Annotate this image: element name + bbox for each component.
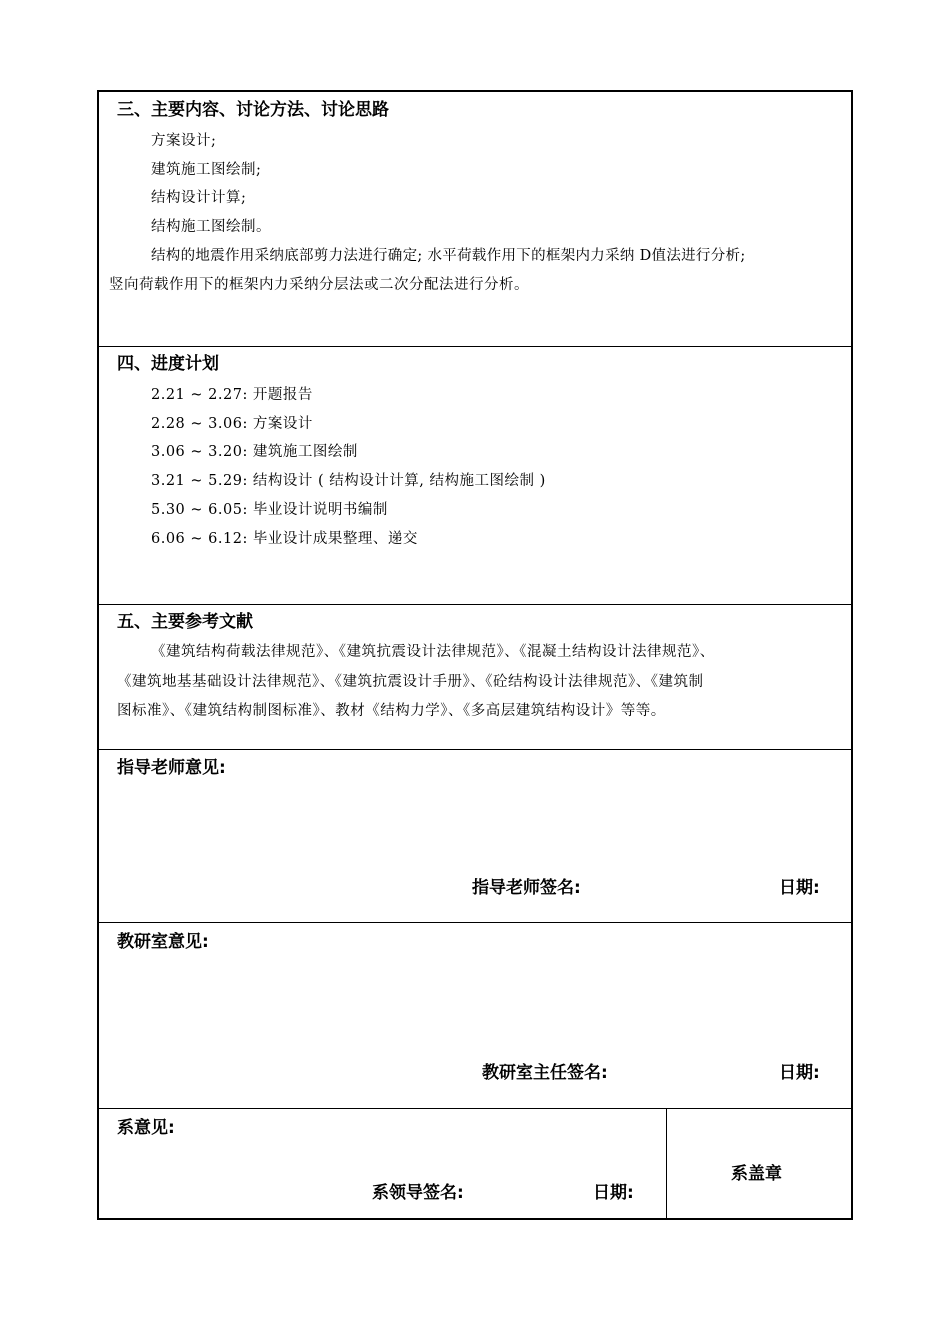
office-signature-label: 教研室主任签名: bbox=[482, 1063, 608, 1083]
dept-stamp-label: 系盖章 bbox=[731, 1164, 782, 1184]
divider bbox=[99, 922, 851, 923]
schedule-item: 6.06 ~ 6.12: 毕业设计成果整理、递交 bbox=[151, 531, 418, 547]
divider bbox=[99, 1108, 851, 1109]
advisor-signature-label: 指导老师签名: bbox=[472, 878, 581, 898]
office-date-label: 日期: bbox=[779, 1063, 820, 1083]
section4-heading: 四、进度计划 bbox=[117, 354, 219, 374]
advisor-date-label: 日期: bbox=[779, 878, 820, 898]
advisor-opinion-heading: 指导老师意见: bbox=[117, 758, 226, 778]
divider bbox=[99, 604, 851, 605]
section3-line: 结构设计计算; bbox=[151, 190, 247, 206]
divider bbox=[99, 749, 851, 750]
divider bbox=[99, 346, 851, 347]
section3-line: 结构施工图绘制。 bbox=[151, 219, 271, 235]
reference-line: 《建筑结构荷载法律规范》、《建筑抗震设计法律规范》、《混凝土结构设计法律规范》、 bbox=[151, 644, 715, 660]
schedule-item: 2.21 ~ 2.27: 开题报告 bbox=[151, 387, 313, 403]
reference-line: 图标准》、《建筑结构制图标准》、教材《结构力学》、《多高层建筑结构设计》等等。 bbox=[117, 703, 666, 719]
section3-paragraph-line2: 竖向荷载作用下的框架内力采纳分层法或二次分配法进行分析。 bbox=[109, 277, 529, 293]
dept-opinion-heading: 系意见: bbox=[117, 1118, 175, 1138]
schedule-item: 3.06 ~ 3.20: 建筑施工图绘制 bbox=[151, 444, 358, 460]
section3-line: 方案设计; bbox=[151, 133, 217, 149]
section3-paragraph-line1: 结构的地震作用采纳底部剪力法进行确定; 水平荷载作用下的框架内力采纳 D值法进行分析; bbox=[151, 248, 746, 264]
section3-heading: 三、主要内容、讨论方法、讨论思路 bbox=[117, 100, 389, 120]
schedule-item: 3.21 ~ 5.29: 结构设计 ( 结构设计计算, 结构施工图绘制 ) bbox=[151, 473, 546, 489]
section3-line: 建筑施工图绘制; bbox=[151, 162, 262, 178]
schedule-item: 2.28 ~ 3.06: 方案设计 bbox=[151, 416, 313, 432]
dept-signature-label: 系领导签名: bbox=[372, 1183, 464, 1203]
schedule-item: 5.30 ~ 6.05: 毕业设计说明书编制 bbox=[151, 502, 388, 518]
section5-heading: 五、主要参考文献 bbox=[117, 612, 253, 632]
column-divider bbox=[666, 1108, 667, 1218]
office-opinion-heading: 教研室意见: bbox=[117, 932, 209, 952]
form-frame bbox=[97, 90, 853, 1220]
dept-date-label: 日期: bbox=[593, 1183, 634, 1203]
reference-line: 《建筑地基基础设计法律规范》、《建筑抗震设计手册》、《砼结构设计法律规范》、《建筑制 bbox=[117, 674, 704, 690]
